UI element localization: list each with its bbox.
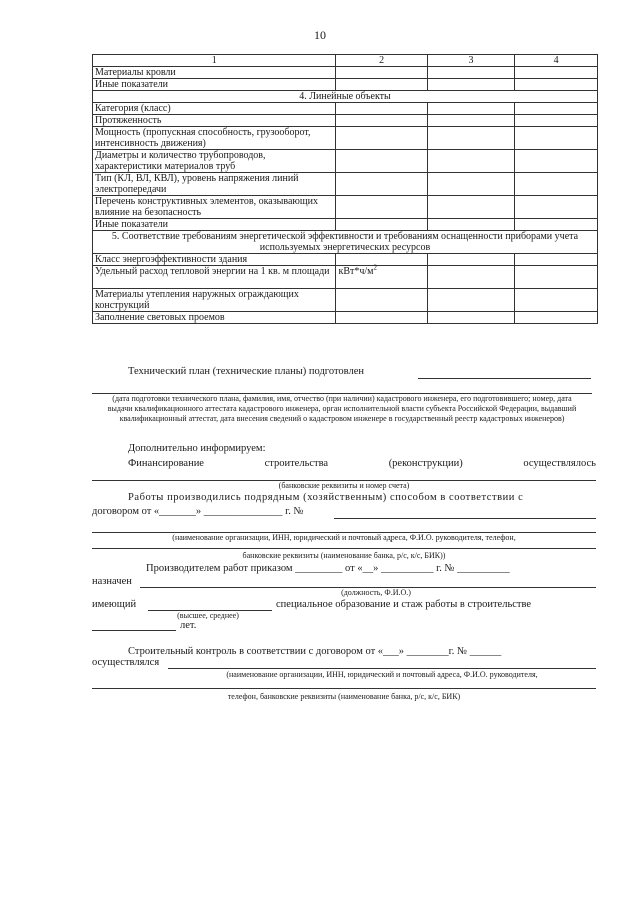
row-value-cell[interactable]: [427, 289, 515, 312]
row-unit: [336, 79, 427, 91]
row-value-cell[interactable]: [427, 196, 515, 219]
row-value-cell-2[interactable]: [515, 115, 598, 127]
row-value-cell-2[interactable]: [515, 127, 598, 150]
row-label: Протяженность: [93, 115, 336, 127]
row-unit: [336, 196, 427, 219]
control-fill-line-2[interactable]: [92, 688, 596, 689]
financing-word-1: Финансирование: [128, 458, 204, 469]
table-section-header: [93, 91, 598, 103]
table-row: [93, 196, 598, 219]
education-text: специальное образование и стаж работы в строительстве: [276, 599, 532, 610]
appointed-label: назначен: [92, 576, 132, 587]
control-caption-2: телефон, банковские реквизиты (наименование банка, р/с, к/с, БИК): [227, 692, 461, 701]
row-label: Перечень конструктивных элементов, оказывающих влияние на безопасность: [93, 196, 336, 219]
row-label: Диаметры и количество трубопроводов, характеристики материалов труб: [93, 150, 336, 173]
table-row: [93, 103, 598, 115]
table-row: [93, 115, 598, 127]
row-label: Иные показатели: [93, 219, 336, 231]
table-row: [93, 289, 598, 312]
control-caption-1: (наименование организации, ИНН, юридический и почтовый адреса, Ф.И.О. руководителя,: [226, 670, 538, 679]
row-label: Тип (КЛ, ВЛ, КВЛ), уровень напряжения линий электропередачи: [93, 173, 336, 196]
table-row: [93, 79, 598, 91]
financing-word-3: (реконструкции): [388, 458, 463, 469]
row-value-cell[interactable]: [427, 67, 515, 79]
tech-plan-caption: (дата подготовки технического плана, фамилия, имя, отчество (при наличии) кадастрового инженера, его подготовившего; номер, дата выдачи квалификационного аттестата кадастрового инженера, орган исполнительной власти субъекта Российской Федерации, выдавший квалификационный аттестат, дата внесения сведений о кадастровом инженере в государственный реестр кадастровых инженеров): [107, 394, 577, 423]
experience-fill-line[interactable]: [92, 630, 176, 631]
col-header-3: 3: [427, 55, 515, 67]
row-value-cell-2[interactable]: [515, 173, 598, 196]
row-label: Мощность (пропускная способность, грузооборот, интенсивность движения): [93, 127, 336, 150]
financing-word-4: осуществлялось: [523, 458, 596, 469]
position-caption: (должность, Ф.И.О.): [341, 588, 411, 597]
row-label: Удельный расход тепловой энергии на 1 кв. м площади: [93, 266, 336, 289]
section-title: 5. Соответствие требованиям энергетической эффективности и требованиям оснащенности приборами учета используемых энергетических ресурсов: [93, 231, 598, 254]
table-row: [93, 127, 598, 150]
contractor-fill-line-2[interactable]: [92, 548, 596, 549]
row-value-cell[interactable]: [427, 254, 515, 266]
page-number: 10: [314, 28, 326, 42]
table-row: [93, 67, 598, 79]
table-section-header: [93, 231, 598, 254]
table-row: [93, 254, 598, 266]
contract-text: договором от «_______» _______________ г. №: [92, 506, 304, 517]
row-value-cell[interactable]: [427, 266, 515, 289]
row-value-cell[interactable]: [427, 173, 515, 196]
row-label: Материалы утепления наружных ограждающих конструкций: [93, 289, 336, 312]
col-header-4: 4: [515, 55, 598, 67]
control-fill-line[interactable]: [168, 668, 596, 669]
characteristics-table: [92, 54, 598, 324]
row-unit: [336, 312, 427, 324]
row-value-cell-2[interactable]: [515, 103, 598, 115]
row-value-cell-2[interactable]: [515, 254, 598, 266]
bank-account-caption: (банковские реквизиты и номер счета): [278, 481, 410, 490]
row-unit: [336, 127, 427, 150]
row-value-cell-2[interactable]: [515, 67, 598, 79]
row-value-cell-2[interactable]: [515, 219, 598, 231]
unit-text: кВт*ч/м: [338, 266, 374, 277]
row-unit: [336, 254, 427, 266]
section-title: 4. Линейные объекты: [93, 91, 598, 103]
financing-line: [128, 458, 596, 469]
having-label: имеющий: [92, 599, 137, 610]
unit-superscript: 2: [373, 263, 378, 272]
org-caption: (наименование организации, ИНН, юридический и почтовый адреса, Ф.И.О. руководителя, телефон,: [172, 533, 516, 542]
row-label: Заполнение световых проемов: [93, 312, 336, 324]
row-value-cell[interactable]: [427, 312, 515, 324]
table-row: [93, 312, 598, 324]
table-row: [93, 266, 598, 289]
row-unit: [336, 263, 427, 289]
contract-fill-line[interactable]: [334, 518, 596, 519]
row-unit: [336, 67, 427, 79]
row-value-cell-2[interactable]: [515, 196, 598, 219]
row-unit: [336, 115, 427, 127]
row-label: Материалы кровли: [93, 67, 336, 79]
years-label: лет.: [180, 620, 197, 631]
row-unit: [336, 103, 427, 115]
construction-control-text: Строительный контроль в соответствии с договором от «___» ________г. № ______: [128, 646, 502, 657]
table-row: [93, 150, 598, 173]
row-value-cell[interactable]: [427, 219, 515, 231]
row-value-cell-2[interactable]: [515, 266, 598, 289]
row-value-cell-2[interactable]: [515, 289, 598, 312]
row-value-cell[interactable]: [427, 127, 515, 150]
row-label: Категория (класс): [93, 103, 336, 115]
tech-plan-fill-line[interactable]: [418, 378, 591, 379]
table-row: [93, 173, 598, 196]
row-value-cell-2[interactable]: [515, 312, 598, 324]
col-header-2: 2: [336, 55, 427, 67]
additional-intro: Дополнительно информируем:: [128, 443, 266, 454]
row-label: Класс энергоэффективности здания: [93, 254, 336, 266]
row-value-cell[interactable]: [427, 103, 515, 115]
row-value-cell-2[interactable]: [515, 79, 598, 91]
row-unit: [336, 150, 427, 173]
works-text: Работы производились подрядным (хозяйственным) способом в соответствии с: [128, 492, 524, 503]
education-caption: (высшее, среднее): [177, 611, 239, 620]
order-text: Производителем работ приказом _________ от «__» __________ г. № __________: [146, 563, 510, 574]
table-header-row: [93, 55, 598, 67]
col-header-1: 1: [93, 55, 336, 67]
row-unit: [336, 173, 427, 196]
financing-word-2: строительства: [264, 458, 329, 469]
row-unit: [336, 219, 427, 231]
row-value-cell[interactable]: [427, 150, 515, 173]
table-row: [93, 219, 598, 231]
bank-details-caption: банковские реквизиты (наименование банка, р/с, к/с, БИК)): [242, 551, 446, 560]
row-value-cell[interactable]: [427, 79, 515, 91]
works-line: [128, 492, 596, 503]
tech-plan-label: Технический план (технические планы) подготовлен: [128, 366, 364, 377]
row-value-cell[interactable]: [427, 115, 515, 127]
row-unit: [336, 289, 427, 312]
row-label: Иные показатели: [93, 79, 336, 91]
row-value-cell-2[interactable]: [515, 150, 598, 173]
performed-label: осуществлялся: [92, 657, 160, 668]
